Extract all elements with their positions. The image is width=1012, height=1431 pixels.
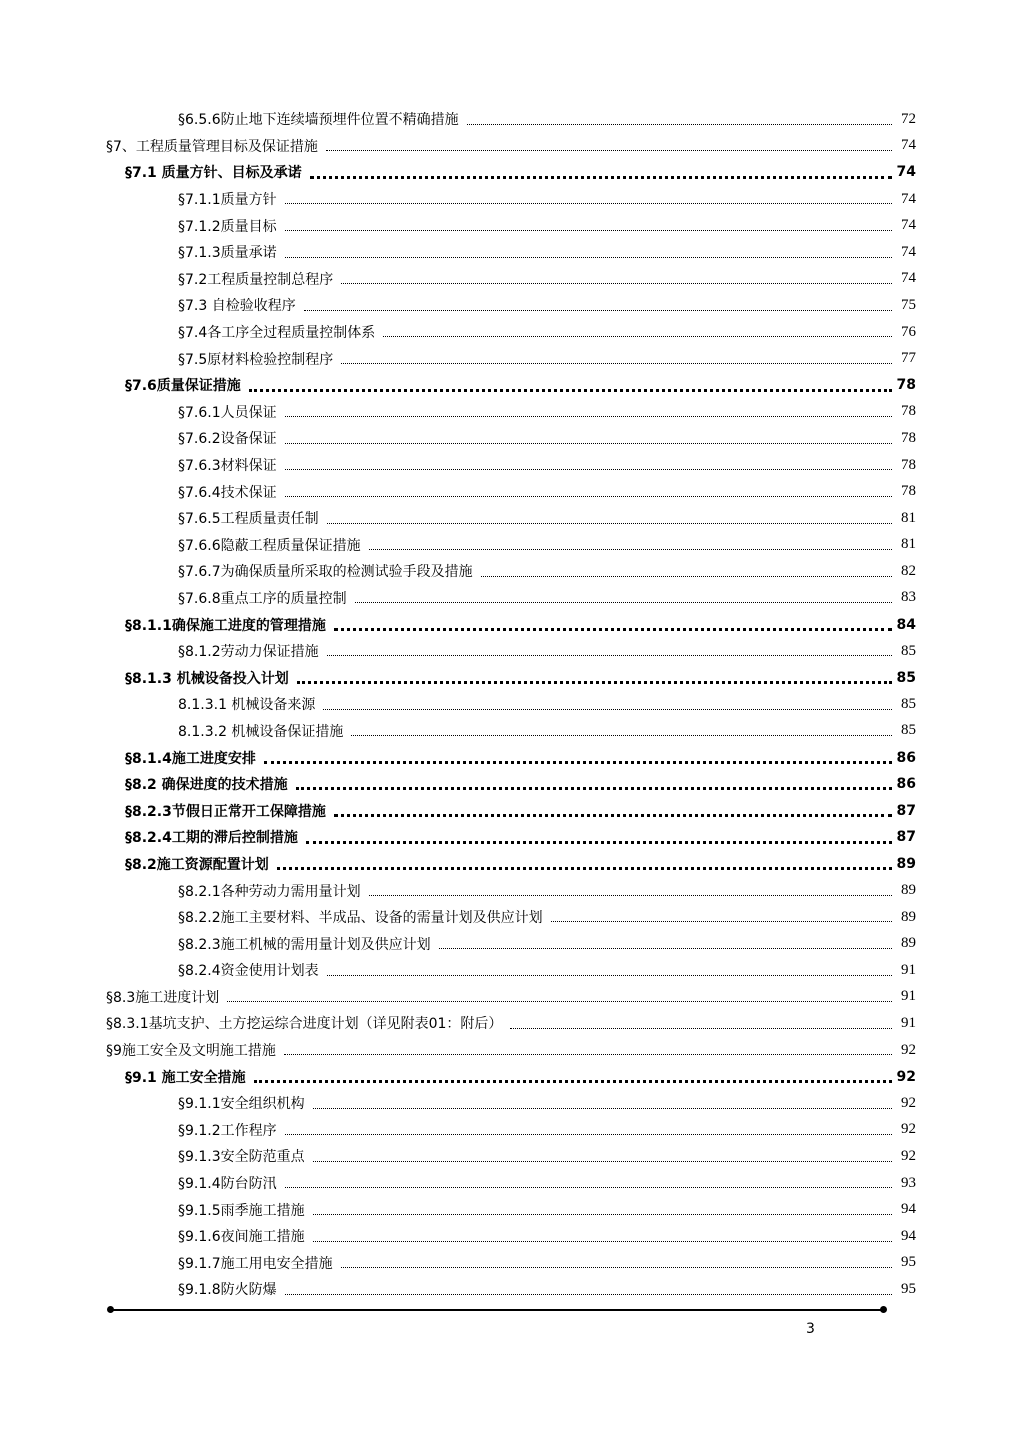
toc-entry-title: §9.1.5雨季施工措施 [178,1202,305,1219]
toc-entry[interactable] [0,1276,1012,1303]
toc-entry[interactable] [0,425,1012,452]
dot-leader [313,1160,892,1162]
toc-entry[interactable] [0,1090,1012,1117]
toc-entry[interactable] [0,292,1012,319]
dot-leader [304,309,892,311]
toc-entry[interactable] [0,1117,1012,1144]
footer-rule [110,1309,884,1311]
toc-entry-page: 92 [901,1121,916,1138]
dot-leader [551,920,892,922]
toc-entry-title: §8.2施工资源配置计划 [125,856,269,873]
toc-entry[interactable] [0,824,1012,851]
toc-entry-title: §7.5原材料检验控制程序 [178,351,334,368]
toc-entry-title: 8.1.3.2 机械设备保证措施 [178,723,344,740]
toc-entry-title: §7.6.6隐蔽工程质量保证措施 [178,537,361,554]
toc-entry-page: 93 [901,1174,916,1191]
toc-entry[interactable] [0,212,1012,239]
dot-leader [510,1027,892,1029]
toc-entry-page: 85 [901,695,916,712]
toc-entry-title: §7.4各工序全过程质量控制体系 [178,325,376,342]
toc-entry-title: §7.1.1质量方针 [178,192,277,209]
toc-entry-title: §7、工程质量管理目标及保证措施 [106,138,318,155]
dot-leader [249,388,892,392]
toc-entry[interactable] [0,638,1012,665]
toc-entry-title: §7.6.3材料保证 [178,458,277,475]
table-of-contents [0,106,1012,1303]
toc-entry[interactable] [0,133,1012,160]
dot-leader [306,840,892,844]
dot-leader [327,654,892,656]
toc-entry-title: §7.1.2质量目标 [178,218,277,235]
toc-entry-page: 95 [901,1254,916,1271]
toc-entry-page: 89 [901,908,916,925]
toc-entry-page: 86 [896,776,916,793]
toc-entry[interactable] [0,957,1012,984]
dot-leader [285,1293,892,1295]
toc-entry-title: §8.3.1基坑支护、土方挖运综合进度计划（详见附表01：附后） [106,1016,503,1033]
toc-entry-page: 94 [901,1201,916,1218]
dot-leader [467,123,892,125]
toc-entry[interactable] [0,452,1012,479]
dot-leader [227,1000,892,1002]
toc-entry-page: 82 [901,562,916,579]
dot-leader [297,680,892,684]
toc-entry-title: §9.1.6夜间施工措施 [178,1229,305,1246]
dot-leader [355,601,892,603]
dot-leader [285,1186,892,1188]
toc-entry[interactable] [0,718,1012,745]
toc-entry[interactable] [0,744,1012,771]
toc-entry[interactable] [0,664,1012,691]
dot-leader [369,548,892,550]
toc-entry[interactable] [0,239,1012,266]
dot-leader [285,495,892,497]
toc-entry-title: §8.1.1确保施工进度的管理措施 [125,617,326,634]
toc-entry-title: §7.6.1人员保证 [178,404,277,421]
toc-entry[interactable] [0,611,1012,638]
dot-leader [341,282,892,284]
dot-leader [327,974,892,976]
toc-entry[interactable] [0,904,1012,931]
page-number: 3 [806,1321,815,1337]
toc-entry[interactable] [0,1196,1012,1223]
toc-entry[interactable] [0,159,1012,186]
toc-entry[interactable] [0,1223,1012,1250]
toc-entry-page: 89 [901,882,916,899]
toc-entry-page: 92 [896,1068,916,1085]
toc-entry-title: §7.1.3质量承诺 [178,245,277,262]
toc-entry-title: §7.6质量保证措施 [125,378,241,395]
toc-entry-page: 72 [901,110,916,127]
dot-leader [285,415,892,417]
toc-entry-page: 95 [901,1280,916,1297]
toc-entry[interactable] [0,1250,1012,1277]
toc-entry-title: §8.1.3 机械设备投入计划 [125,670,289,687]
toc-entry-page: 78 [901,429,916,446]
dot-leader [285,1133,892,1135]
dot-leader [313,1107,892,1109]
dot-leader [277,866,892,870]
toc-entry-page: 91 [901,1014,916,1031]
toc-entry-title: §8.2.2施工主要材料、半成品、设备的需量计划及供应计划 [178,910,543,927]
toc-entry-page: 74 [896,164,916,181]
dot-leader [285,442,892,444]
toc-entry[interactable] [0,1010,1012,1037]
dot-leader [296,786,892,790]
dot-leader [310,175,892,179]
toc-entry[interactable] [0,319,1012,346]
dot-leader [481,575,892,577]
toc-entry-page: 78 [901,483,916,500]
dot-leader [439,947,892,949]
toc-entry-title: §7.6.5工程质量责任制 [178,511,319,528]
toc-entry-title: §9.1.4防台防汛 [178,1176,277,1193]
toc-entry-page: 92 [901,1094,916,1111]
toc-entry[interactable] [0,1063,1012,1090]
footer-rule-right-dot [880,1306,887,1313]
toc-entry-page: 91 [901,961,916,978]
toc-entry[interactable] [0,984,1012,1011]
toc-entry-title: §9施工安全及文明施工措施 [106,1043,276,1060]
dot-leader [264,760,892,764]
dot-leader [313,1213,892,1215]
toc-entry-title: §8.2 确保进度的技术措施 [125,777,288,794]
toc-entry[interactable] [0,372,1012,399]
toc-entry[interactable] [0,851,1012,878]
dot-leader [383,335,892,337]
toc-entry-title: §8.2.1各种劳动力需用量计划 [178,883,361,900]
toc-entry-title: §8.2.3节假日正常开工保障措施 [125,803,326,820]
toc-entry[interactable] [0,266,1012,293]
toc-entry[interactable] [0,345,1012,372]
toc-entry-title: §9.1.1安全组织机构 [178,1096,305,1113]
dot-leader [285,202,892,204]
toc-entry-page: 83 [901,589,916,606]
toc-entry-title: §8.2.4工期的滞后控制措施 [125,830,298,847]
toc-entry-title: §7.6.2设备保证 [178,431,277,448]
toc-entry-page: 74 [901,190,916,207]
toc-entry[interactable] [0,797,1012,824]
toc-entry-title: §7.6.4技术保证 [178,484,277,501]
toc-entry-page: 87 [896,802,916,819]
dot-leader [254,1079,892,1083]
toc-entry-page: 77 [901,350,916,367]
toc-entry-title: §7.2工程质量控制总程序 [178,271,334,288]
dot-leader [351,734,892,736]
toc-entry-title: §7.6.7为确保质量所采取的检测试验手段及措施 [178,564,473,581]
toc-entry-page: 85 [896,669,916,686]
toc-entry-page: 91 [901,988,916,1005]
toc-entry[interactable] [0,1170,1012,1197]
toc-entry-page: 76 [901,323,916,340]
toc-entry-title: §8.2.3施工机械的需用量计划及供应计划 [178,936,431,953]
toc-entry[interactable] [0,106,1012,133]
dot-leader [369,894,892,896]
toc-entry-title: §7.6.8重点工序的质量控制 [178,590,347,607]
toc-entry-title: §9.1.7施工用电安全措施 [178,1255,333,1272]
toc-entry[interactable] [0,399,1012,426]
toc-entry-title: §9.1.3安全防范重点 [178,1149,305,1166]
toc-entry-page: 89 [896,855,916,872]
toc-entry-title: §7.1 质量方针、目标及承诺 [125,165,302,182]
toc-entry-title: §9.1 施工安全措施 [125,1069,246,1086]
toc-entry-page: 84 [896,616,916,633]
dot-leader [334,627,892,631]
toc-entry-page: 75 [901,296,916,313]
toc-entry[interactable] [0,186,1012,213]
toc-entry-page: 87 [896,829,916,846]
toc-entry-page: 92 [901,1147,916,1164]
toc-entry-title: §7.3 自检验收程序 [178,298,296,315]
dot-leader [327,522,892,524]
toc-entry[interactable] [0,691,1012,718]
toc-entry[interactable] [0,532,1012,559]
toc-entry-page: 74 [901,217,916,234]
toc-entry-title: §9.1.2工作程序 [178,1122,277,1139]
toc-entry-title: §6.5.6防止地下连续墙预埋件位置不精确措施 [178,112,459,129]
toc-entry[interactable] [0,1037,1012,1064]
toc-entry-page: 74 [901,137,916,154]
toc-entry-page: 89 [901,935,916,952]
toc-entry-page: 78 [901,403,916,420]
dot-leader [341,1266,892,1268]
dot-leader [285,256,892,258]
toc-entry[interactable] [0,877,1012,904]
toc-entry-page: 81 [901,509,916,526]
toc-entry-page: 81 [901,536,916,553]
toc-entry-page: 74 [901,243,916,260]
toc-entry-page: 85 [901,722,916,739]
toc-entry-page: 85 [901,642,916,659]
toc-entry-title: §8.3施工进度计划 [106,989,220,1006]
toc-entry[interactable] [0,585,1012,612]
toc-entry-title: §8.1.2劳动力保证措施 [178,644,319,661]
toc-entry-title: §8.2.4资金使用计划表 [178,963,319,980]
toc-entry-page: 78 [901,456,916,473]
toc-entry[interactable] [0,478,1012,505]
dot-leader [313,1240,892,1242]
toc-entry[interactable] [0,1143,1012,1170]
toc-entry-page: 74 [901,270,916,287]
dot-leader [323,708,892,710]
dot-leader [284,1053,892,1055]
toc-entry[interactable] [0,558,1012,585]
toc-entry-title: §9.1.8防火防爆 [178,1282,277,1299]
toc-entry[interactable] [0,505,1012,532]
dot-leader [334,813,892,817]
toc-entry[interactable] [0,930,1012,957]
toc-entry-title: 8.1.3.1 机械设备来源 [178,697,316,714]
dot-leader [341,362,892,364]
toc-entry[interactable] [0,771,1012,798]
toc-entry-page: 94 [901,1227,916,1244]
toc-entry-page: 86 [896,749,916,766]
dot-leader [285,468,892,470]
dot-leader [285,229,892,231]
toc-entry-title: §8.1.4施工进度安排 [125,750,256,767]
dot-leader [326,149,892,151]
toc-entry-page: 92 [901,1041,916,1058]
toc-entry-page: 78 [896,377,916,394]
